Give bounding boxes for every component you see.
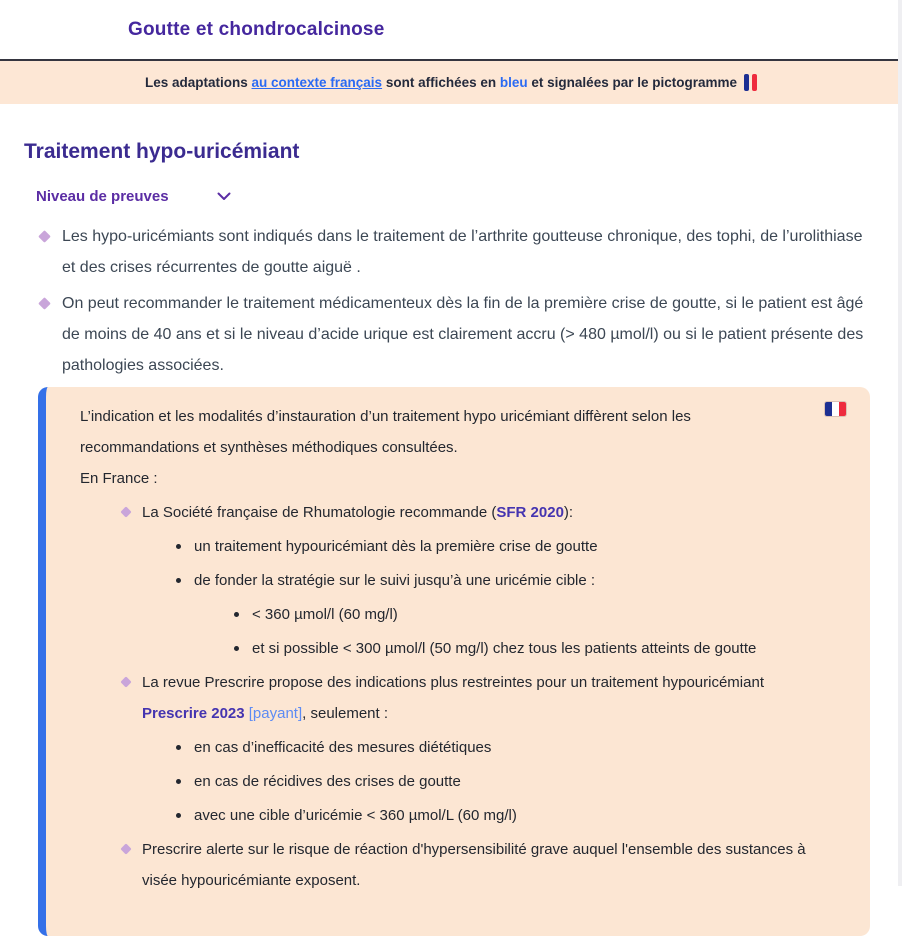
diamond-bullet-icon [120, 676, 131, 687]
list-item [176, 732, 830, 763]
french-adaptations-banner [0, 61, 902, 104]
dot-bullet-icon [176, 813, 181, 818]
uricemia-target-list [194, 599, 830, 664]
sfr-text-after: ): [563, 504, 574, 521]
list-item [176, 531, 830, 562]
diamond-bullet-icon [38, 230, 51, 243]
list-item-text: < 360 µmol/l (60 mg/l) [252, 606, 398, 623]
prescrire-text-after: , seulement : [302, 705, 389, 722]
list-item-text: en cas de récidives des crises de goutte [194, 773, 461, 790]
dot-bullet-icon [234, 612, 239, 617]
french-context-box [38, 387, 870, 936]
list-item-text: On peut recommander le traitement médicamenteux dès la fin de la première crise de goutte, si le patient est âgé de moins de 40 ans et si le niveau d’acide urique est clairement accru (> 480 µmol/l) ou si le patient présente des pathologies associées. [62, 295, 864, 374]
section-heading: Traitement hypo-uricémiant [24, 140, 300, 163]
banner-highlight-word: bleu [499, 75, 528, 90]
scrollbar[interactable] [898, 0, 902, 886]
payant-link[interactable]: [payant] [248, 705, 303, 722]
list-item-text: de fonder la stratégie sur le suivi jusqu’à une uricémie cible : [194, 572, 596, 589]
sfr-text-before: La Société française de Rhumatologie recommande ( [142, 504, 497, 521]
box-lead-text: En France : [80, 470, 158, 487]
dot-bullet-icon [176, 779, 181, 784]
list-item-text: en cas d’inefficacité des mesures diététiques [194, 739, 492, 756]
prescrire-sub-list [142, 732, 830, 831]
dot-bullet-icon [176, 578, 181, 583]
list-item [176, 766, 830, 797]
list-item [176, 565, 830, 664]
banner-text-start: Les adaptations [144, 75, 252, 90]
list-item-text: Les hypo-uricémiants sont indiqués dans le traitement de l’arthrite goutteuse chronique, des tophi, de l’urolithiase et des crises récurrentes de goutte aiguë . [62, 228, 863, 276]
chevron-down-icon [217, 192, 231, 201]
list-item-text: Prescrire alerte sur le risque de réaction d'hypersensibilité grave auquel l'ensemble des sustances à visée hypouricémiante exposent. [142, 841, 806, 889]
list-item-text: et si possible < 300 µmol/l (50 mg/l) chez tous les patients atteints de goutte [252, 640, 757, 657]
list-item [38, 288, 868, 381]
sfr-sub-list [142, 531, 830, 664]
list-item [38, 221, 868, 283]
diamond-bullet-icon [38, 297, 51, 310]
list-item [234, 633, 830, 664]
french-flag-icon [825, 402, 846, 416]
page-title: Goutte et chondrocalcinose [128, 18, 385, 40]
recommendations-list [80, 497, 830, 896]
evidence-level-dropdown[interactable] [36, 188, 231, 205]
prescrire-2023-link[interactable]: Prescrire 2023 [142, 705, 245, 722]
dot-bullet-icon [234, 646, 239, 651]
dot-bullet-icon [176, 544, 181, 549]
sfr-2020-link[interactable]: SFR 2020 [496, 504, 564, 521]
dot-bullet-icon [176, 745, 181, 750]
evidence-level-label: Niveau de preuves [36, 188, 169, 205]
page-header [0, 0, 902, 61]
prescrire-text-before: La revue Prescrire propose des indications plus restreintes pour un traitement hypouricémiant [142, 674, 764, 691]
diamond-bullet-icon [120, 506, 131, 517]
list-item [234, 599, 830, 630]
key-points-list [0, 221, 902, 381]
list-item-text: avec une cible d’uricémie < 360 µmol/L (60 mg/l) [194, 807, 517, 824]
list-item-text: un traitement hypouricémiant dès la première crise de goutte [194, 538, 598, 555]
banner-text-mid: sont affichées en [382, 75, 500, 90]
list-item-prescrire [122, 667, 830, 831]
list-item [176, 800, 830, 831]
banner-text-end: et signalées par le pictogramme [527, 75, 738, 90]
list-item-sfr [122, 497, 830, 664]
main-content [0, 140, 902, 936]
context-francais-link[interactable]: au contexte français [251, 75, 383, 90]
list-item-alert [122, 834, 830, 896]
box-intro-text: L’indication et les modalités d’instauration d’un traitement hypo uricémiant diffèrent selon les recommandations et synthèses méthodiques consultées. [80, 408, 691, 456]
diamond-bullet-icon [120, 843, 131, 854]
french-flag-icon [744, 74, 757, 91]
